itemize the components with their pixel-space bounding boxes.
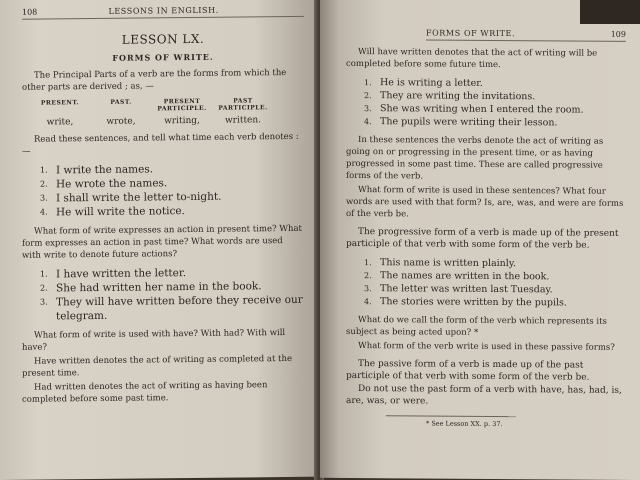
- list-item: 3. She was writing when I entered the room.: [364, 103, 584, 116]
- list-item: 3. I shall write the letter to-night.: [40, 190, 222, 205]
- list-item: 2. They are writing the invitations.: [364, 90, 536, 103]
- table-cell: writing,: [164, 115, 200, 127]
- list-item: 1. He is writing a letter.: [364, 77, 483, 89]
- list-item: 2. She had written her name in the book.: [40, 280, 262, 295]
- running-head-title: LESSONS IN ENGLISH.: [108, 5, 219, 16]
- list-item: 3. The letter was written last Tuesday.: [364, 283, 553, 296]
- example-list: [40, 161, 304, 220]
- passive-question: What do we call the form of the verb which represents its subject as being acted upon? *: [346, 315, 607, 338]
- had-written-paragraph: Had written denotes the act of writing as having been completed before some past time.: [22, 380, 268, 405]
- progressive-question: What form of write is used in these sentences? What four words are used with that form? Is, are, was, and were are forms of the verb be.: [346, 185, 624, 220]
- table-header: PAST.: [110, 98, 132, 106]
- background-corner: [580, 0, 640, 24]
- footnote: * See Lesson XX. p. 37.: [426, 419, 503, 429]
- page-number: 108: [22, 7, 38, 17]
- running-head-title: FORMS OF WRITE.: [426, 28, 516, 39]
- list-item: 4. The pupils were writing their lesson.: [364, 116, 558, 129]
- right-page: [320, 0, 640, 480]
- list-item: 2. The names are written in the book.: [364, 270, 550, 283]
- list-item: 3. They will have written before they receive our telegram.: [40, 293, 303, 323]
- list-item: 1. I have written the letter.: [40, 267, 187, 281]
- progressive-examples: [364, 76, 626, 130]
- list-item: 1. I write the names.: [40, 163, 154, 177]
- past-form-rule: Do not use the past form of a verb with have, has, had, is, are, was, or were.: [346, 384, 622, 407]
- list-item: 2. He wrote the names.: [40, 177, 168, 191]
- running-head-right: [426, 29, 626, 42]
- question-paragraph-2: What form of write is used with have? With had? With will have?: [22, 328, 286, 353]
- will-have-written-paragraph: Will have written denotes that the act of writing will be completed before some future time.: [346, 47, 598, 71]
- question-paragraph: What form of write expresses an action in present time? What form expresses an action in past time? What words are used with write to denote future actions?: [22, 223, 302, 261]
- instruction: Read these sentences, and tell what time each verb denotes : —: [22, 131, 299, 157]
- passive-examples: [364, 256, 626, 310]
- have-written-paragraph: Have written denotes the act of writing as completed at the present time.: [22, 353, 292, 379]
- list-item: 4. He will write the notice.: [40, 205, 185, 219]
- table-header: PAST PARTICIPLE.: [218, 97, 268, 112]
- lesson-title: LESSON LX.: [121, 31, 205, 47]
- principal-parts-intro: The Principal Parts of a verb are the forms from which the other parts are derived ; as, —: [22, 68, 287, 93]
- progressive-rule: The progressive form of a verb is made up of the present participle of that verb with some form of the verb be.: [346, 227, 619, 251]
- footnote-divider: [386, 415, 516, 417]
- passive-question-2: What form of the verb write is used in these passive forms?: [358, 341, 615, 353]
- list-item: 1. This name is written plainly.: [364, 257, 516, 270]
- table-cell: written.: [224, 115, 262, 126]
- list-item: 4. The stories were written by the pupils.: [364, 296, 567, 309]
- page-number: 109: [610, 29, 626, 39]
- table-cell: write,: [46, 117, 74, 128]
- table-header: PRESENT PARTICIPLE.: [157, 97, 207, 113]
- progressive-paragraph: In these sentences the verbs denote the act of writing as going on or progressing in the present time, or as having progressed in some past time. These are called progressive forms of the verb.: [346, 135, 604, 182]
- left-page: [0, 0, 318, 480]
- principal-parts-table: [28, 97, 304, 128]
- passive-rule: The passive form of a verb is made up of the past participle of that verb with some form of the verb be.: [346, 359, 590, 383]
- example-list-2: [40, 265, 304, 324]
- lesson-subtitle: FORMS OF WRITE.: [112, 51, 214, 63]
- running-head-left: [22, 5, 304, 20]
- table-header: PRESENT.: [40, 99, 80, 107]
- table-cell: wrote,: [106, 116, 136, 127]
